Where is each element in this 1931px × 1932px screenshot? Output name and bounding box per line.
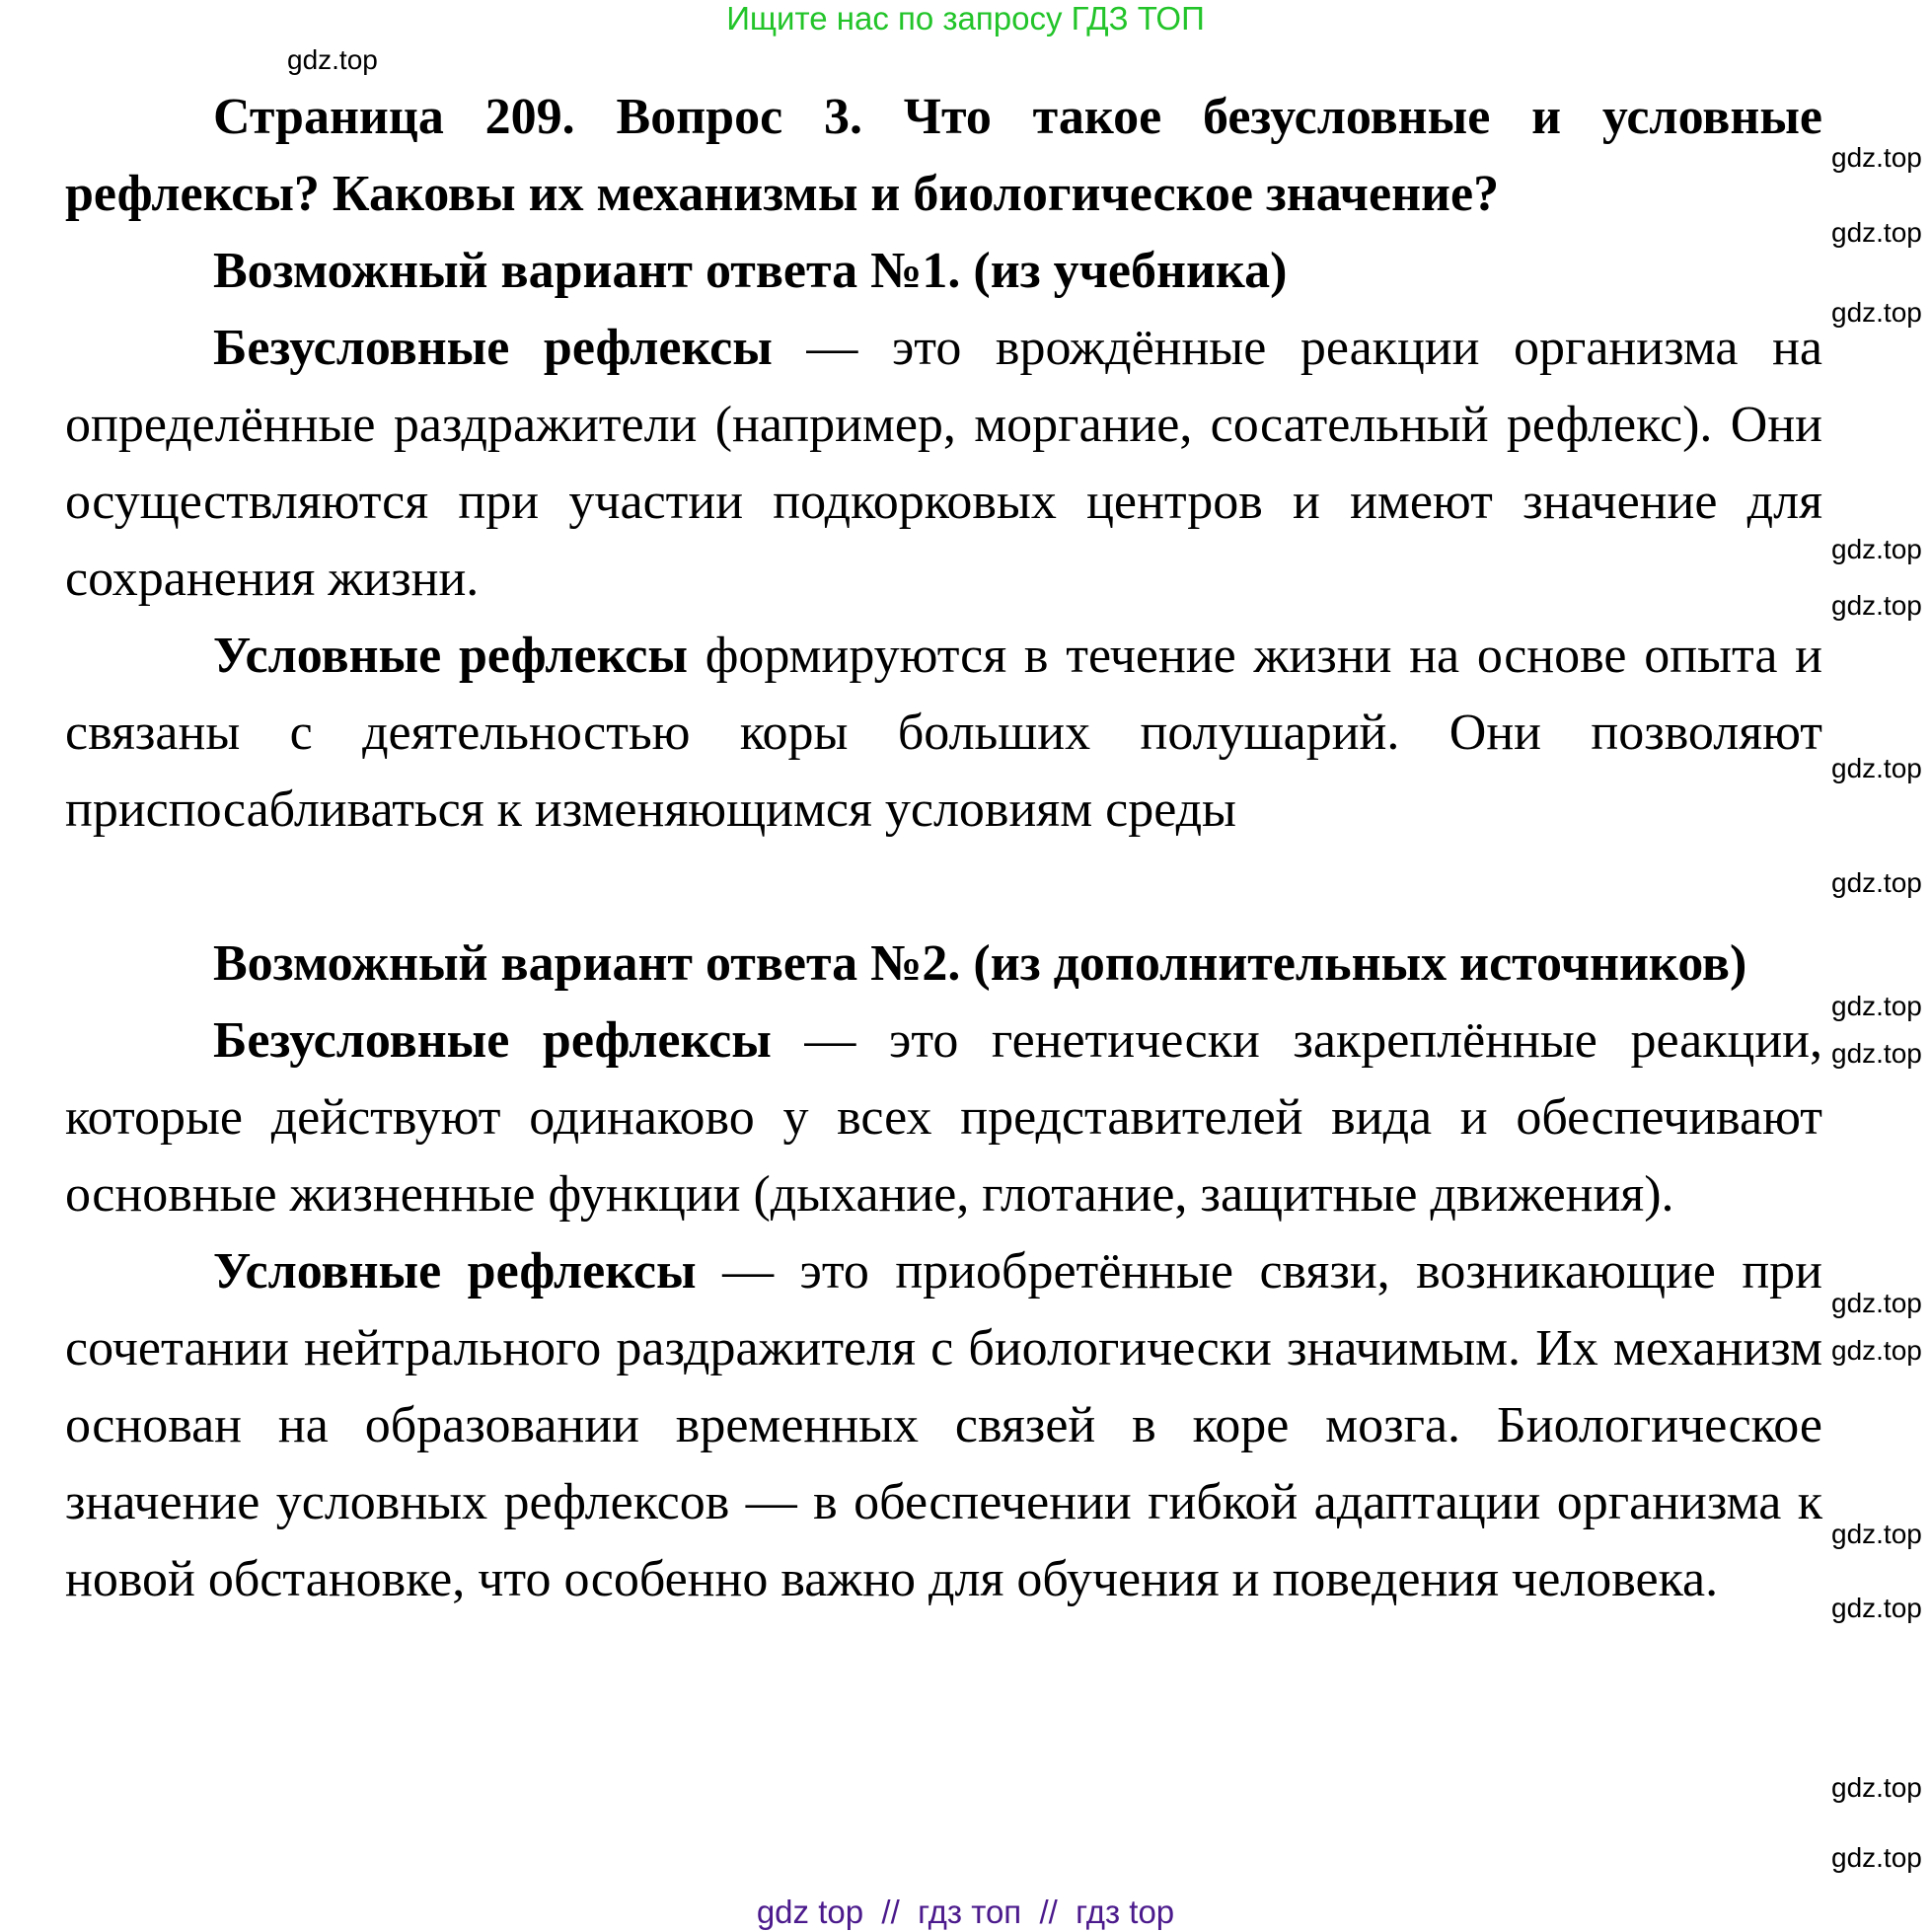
answer2-paragraph-conditioned bbox=[65, 1233, 1822, 1618]
watermark: gdz.top bbox=[1831, 142, 1922, 173]
term: Условные рефлексы bbox=[213, 1243, 697, 1300]
definition: — это приобретённые связи, возникающие при сочетании нейтрального раздражителя с биологически значимым. Их механизм основан на образовании временных связей в коре мозга. Биологическое значение условных рефлексов — в обеспечении гибкой адаптации организма к новой обстановке, что особенно важно для обучения и поведения человека. bbox=[65, 1243, 1822, 1607]
answer2-heading bbox=[65, 926, 1822, 1003]
watermark: gdz.top bbox=[1831, 867, 1922, 898]
watermark: gdz.top bbox=[287, 44, 378, 75]
definition: — это врождённые реакции организма на определённые раздражители (например, моргание, сосательный рефлекс). Они осуществляются при участии подкорковых центров и имеют значение для сохранения жизни. bbox=[65, 320, 1822, 607]
footer-banner-text: gdz top // гдз топ // гдз top bbox=[756, 1894, 1175, 1930]
watermark: gdz.top bbox=[1831, 1842, 1922, 1873]
watermark: gdz.top bbox=[1831, 991, 1922, 1021]
definition: — это генетически закреплённые реакции, которые действуют одинаково у всех представителей вида и обеспечивают основные жизненные функции (дыхание, глотание, защитные движения). bbox=[65, 1012, 1823, 1223]
footer-banner bbox=[0, 1893, 1931, 1932]
watermark: gdz.top bbox=[1831, 590, 1922, 621]
watermark: gdz.top bbox=[1831, 217, 1922, 248]
watermark: gdz.top bbox=[1831, 1593, 1922, 1623]
watermark: gdz.top bbox=[1831, 297, 1922, 328]
answer1-heading bbox=[65, 233, 1822, 310]
watermark: gdz.top bbox=[1831, 1288, 1922, 1318]
watermark: gdz.top bbox=[1831, 1038, 1922, 1069]
question-title-text: Страница 209. Вопрос 3. Что такое безусловные и условные рефлексы? Каковы их механизмы и биологическое значение? bbox=[65, 89, 1822, 222]
watermark: gdz.top bbox=[1831, 1519, 1922, 1549]
definition: формируются в течение жизни на основе опыта и связаны с деятельностью коры больших полушарий. Они позволяют приспосабливаться к изменяющимся условиям среды bbox=[65, 628, 1822, 838]
watermark: gdz.top bbox=[1831, 534, 1922, 564]
answer1-heading-text: Возможный вариант ответа №1. (из учебника) bbox=[213, 243, 1288, 299]
answer-document bbox=[65, 79, 1822, 1618]
spacer bbox=[65, 849, 1822, 926]
question-title bbox=[65, 79, 1822, 233]
watermark: gdz.top bbox=[1831, 1772, 1922, 1803]
answer2-heading-text: Возможный вариант ответа №2. (из дополнительных источников) bbox=[213, 935, 1747, 992]
watermark: gdz.top bbox=[1831, 1335, 1922, 1366]
term: Безусловные рефлексы bbox=[213, 1012, 772, 1069]
term: Условные рефлексы bbox=[213, 628, 688, 684]
answer1-paragraph-unconditioned bbox=[65, 310, 1822, 618]
answer1-paragraph-conditioned bbox=[65, 618, 1822, 849]
term: Безусловные рефлексы bbox=[213, 320, 773, 376]
answer2-paragraph-unconditioned bbox=[65, 1003, 1822, 1233]
watermark: gdz.top bbox=[1831, 753, 1922, 783]
search-hint-banner: Ищите нас по запросу ГДЗ ТОП bbox=[726, 0, 1205, 37]
